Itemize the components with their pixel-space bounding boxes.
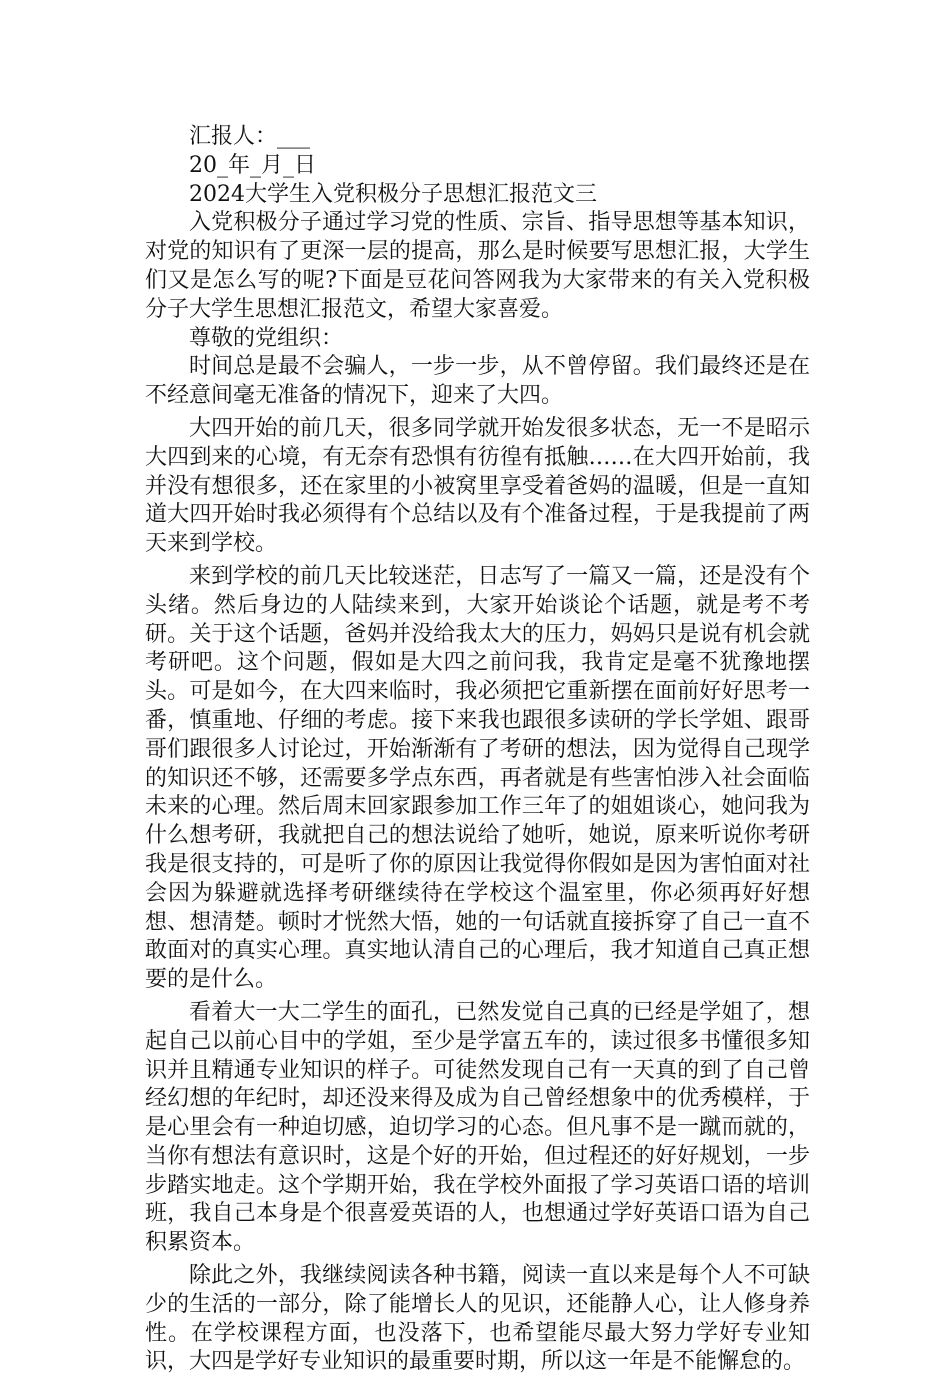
- document-body: [145, 123, 810, 1381]
- article-title: 2024大学生入党积极分子思想汇报范文三: [189, 181, 597, 207]
- body-paragraph: 除此之外，我继续阅读各种书籍，阅读一直以来是每个人不可缺少的生活的一部分，除了能增长人的见识，还能静人心，让人修身养性。在学校课程方面，也没落下，也希望能尽最大努力学好专业知识，大四是学好专业知识的最重要时期，所以这一年是不能懈怠的。: [145, 1263, 810, 1375]
- salutation: 尊敬的党组织：: [189, 325, 344, 351]
- body-paragraph: 大四开始的前几天，很多同学就开始发很多状态，无一不是昭示大四到来的心境，有无奈有恐惧有彷徨有抵触……在大四开始前，我并没有想很多，还在家里的小被窝里享受着爸妈的温暖，但是一直知道大四开始时我必须得有个总结以及有个准备过程，于是我提前了两天来到学校。: [145, 415, 810, 557]
- body-paragraph: 来到学校的前几天比较迷茫，日志写了一篇又一篇，还是没有个头绪。然后身边的人陆续来到，大家开始谈论个话题，就是考不考研。关于这个话题，爸妈并没给我太大的压力，妈妈只是说有机会就考研吧。这个问题，假如是大四之前问我，我肯定是毫不犹豫地摆头。可是如今，在大四来临时，我必须把它重新摆在面前好好思考一番，慎重地、仔细的考虑。接下来我也跟很多读研的学长学姐、跟哥哥们跟很多人讨论过，开始渐渐有了考研的想法，因为觉得自己现学的知识还不够，还需要多学点东西，再者就是有些害怕涉入社会面临未来的心理。然后周末回家跟参加工作三年了的姐姐谈心，她问我为什么想考研，我就把自己的想法说给了她听，她说，原来听说你考研我是很支持的，可是听了你的原因让我觉得你假如是因为害怕面对社会因为躲避就选择考研继续待在学校这个温室里，你必须再好好想想、想清楚。顿时才恍然大悟，她的一句话就直接拆穿了自己一直不敢面对的真实心理。真实地认清自己的心理后，我才知道自己真正想要的是什么。: [145, 563, 810, 993]
- date-line: 20_年_月_日: [189, 152, 316, 178]
- intro-paragraph: 入党积极分子通过学习党的性质、宗旨、指导思想等基本知识，对党的知识有了更深一层的提高，那么是时候要写思想汇报，大学生们又是怎么写的呢?下面是豆花问答网我为大家带来的有关入党积极分子大学生思想汇报范文，希望大家喜爱。: [145, 210, 810, 322]
- reporter-line: 汇报人：___: [189, 124, 311, 149]
- body-paragraph: 时间总是最不会骗人，一步一步，从不曾停留。我们最终还是在不经意间毫无准备的情况下，迎来了大四。: [145, 354, 810, 409]
- body-paragraph: 看着大一大二学生的面孔，已然发觉自己真的已经是学姐了，想起自己以前心目中的学姐，至少是学富五车的，读过很多书懂很多知识并且精通专业知识的样子。可徒然发现自己有一天真的到了自己曾经幻想的年纪时，却还没来得及成为自己曾经想象中的优秀模样，于是心里会有一种迫切感，迫切学习的心态。但凡事不是一蹴而就的，当你有想法有意识时，这是个好的开始，但过程还的好好规划，一步步踏实地走。这个学期开始，我在学校外面报了学习英语口语的培训班，我自己本身是个很喜爱英语的人，也想通过学好英语口语为自己积累资本。: [145, 999, 810, 1256]
